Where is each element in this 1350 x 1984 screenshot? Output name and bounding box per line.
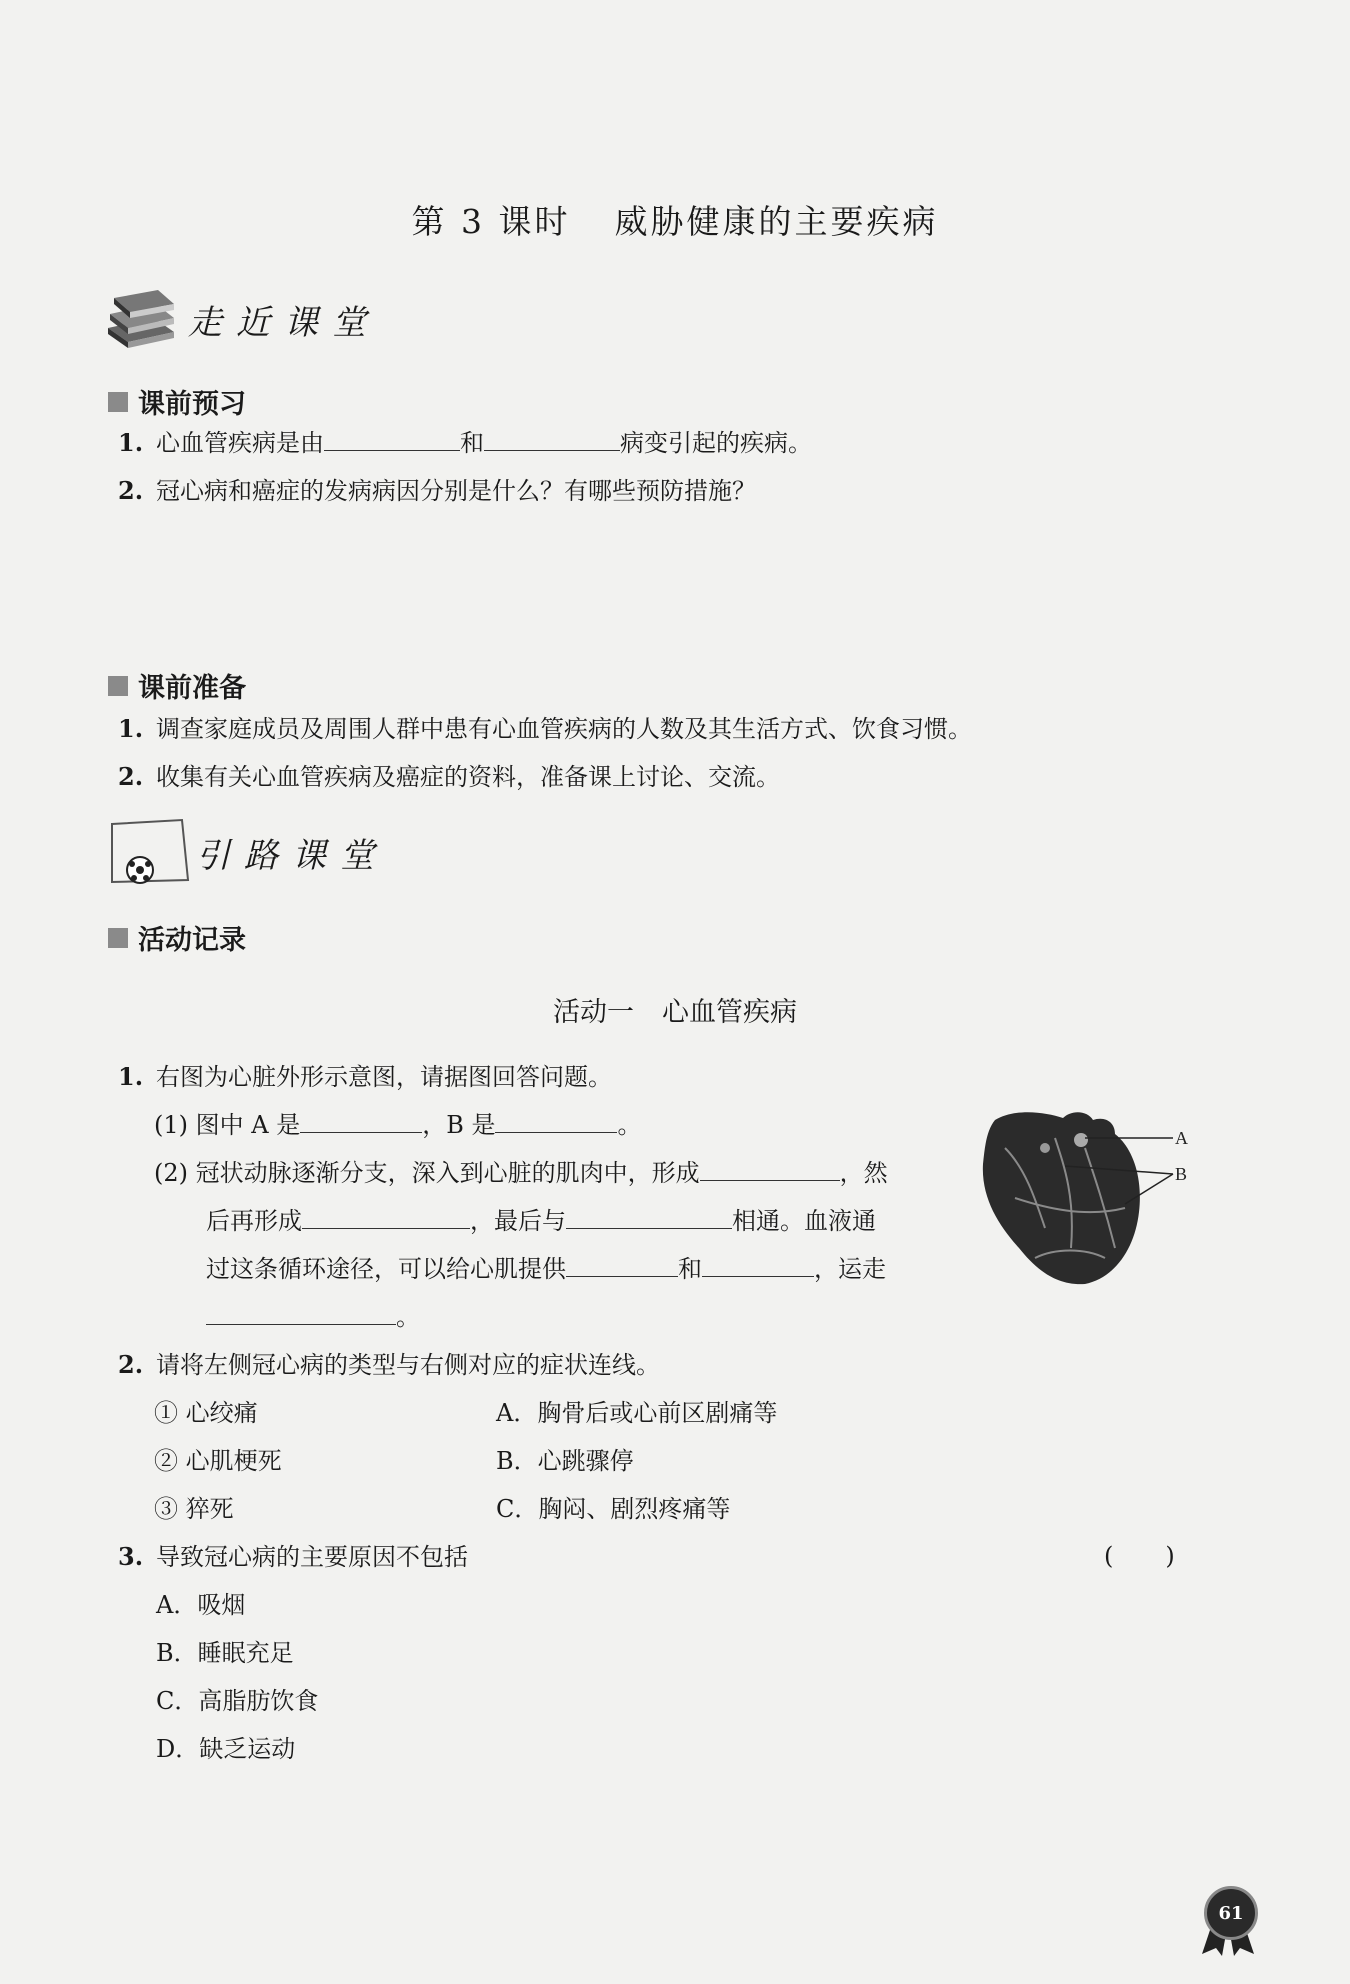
label-b: B (1175, 1164, 1188, 1184)
square-bullet-icon (108, 676, 128, 696)
item-number: 2. (118, 476, 144, 505)
label-a: A (1175, 1128, 1188, 1148)
page-number-badge (1204, 1886, 1258, 1940)
section-heading-text: 课前预习 (138, 389, 246, 420)
q2-left-item-1[interactable]: ① 心绞痛 (154, 1399, 258, 1427)
item-number: 2. (118, 762, 144, 791)
answer-blank[interactable] (484, 428, 620, 451)
item-text: 病变引起的疾病。 (620, 429, 812, 457)
part-text: ，运走 (814, 1255, 886, 1283)
part-text: ，B 是 (422, 1111, 496, 1139)
question-number: 2. (118, 1350, 144, 1379)
answer-blank[interactable] (206, 1302, 396, 1325)
answer-blank[interactable] (300, 1110, 422, 1133)
part-text: 。 (396, 1303, 420, 1331)
preview-item-1 (118, 428, 812, 458)
answer-bracket[interactable] (1104, 1542, 1175, 1570)
q2-left-item-2[interactable]: ② 心肌梗死 (154, 1447, 282, 1475)
lesson-number: 第 3 课时 (411, 202, 571, 241)
q3-option-a[interactable]: A．吸烟 (156, 1591, 246, 1619)
question-number: 1. (118, 1062, 144, 1091)
prep-item-2 (118, 762, 780, 792)
question-text: 右图为心脏外形示意图，请据图回答问题。 (156, 1063, 612, 1091)
banner-label: 走近课堂 (188, 302, 380, 343)
question-text: 请将左侧冠心病的类型与右侧对应的症状连线。 (156, 1351, 660, 1379)
preview-item-2 (118, 476, 756, 506)
question-number: 3. (118, 1542, 144, 1571)
square-bullet-icon (108, 928, 128, 948)
section-heading-text: 课前准备 (138, 673, 246, 704)
part-text: 相通。血液通 (732, 1207, 876, 1235)
activity-label: 活动一 (553, 997, 634, 1028)
answer-blank[interactable] (702, 1254, 814, 1277)
banner-guided-class (108, 818, 388, 886)
bracket-open: ( (1104, 1542, 1114, 1570)
heart-diagram (975, 1108, 1195, 1288)
section-heading-activity-record (108, 918, 246, 957)
question-3 (118, 1542, 468, 1572)
item-text: 收集有关心血管疾病及癌症的资料，准备课上讨论、交流。 (156, 763, 780, 791)
part-text: 。 (617, 1111, 642, 1139)
books-icon (102, 288, 180, 350)
question-text: 导致冠心病的主要原因不包括 (156, 1543, 468, 1571)
part-text: ，然 (839, 1159, 888, 1187)
activity-name: 心血管疾病 (662, 997, 797, 1028)
banner-walk-into-class (102, 288, 380, 350)
q3-option-c[interactable]: C．高脂肪饮食 (156, 1687, 319, 1715)
q2-right-item-c[interactable]: C．胸闷、剧烈疼痛等 (496, 1495, 731, 1523)
q3-option-b[interactable]: B．睡眠充足 (156, 1639, 294, 1667)
section-heading-preparation (108, 666, 246, 705)
lesson-name: 威胁健康的主要疾病 (614, 202, 939, 241)
q1-part-2-line-4 (206, 1302, 420, 1332)
part-text: 后再形成 (206, 1207, 302, 1235)
q2-right-item-a[interactable]: A．胸骨后或心前区剧痛等 (496, 1399, 778, 1427)
q2-right-item-b[interactable]: B．心跳骤停 (496, 1447, 634, 1475)
item-text: 调查家庭成员及周围人群中患有心血管疾病的人数及其生活方式、饮食习惯。 (156, 715, 972, 743)
item-number: 1. (118, 428, 144, 457)
answer-blank[interactable] (302, 1206, 470, 1229)
q1-part-1 (154, 1110, 641, 1140)
square-bullet-icon (108, 392, 128, 412)
item-text: 心血管疾病是由 (156, 429, 324, 457)
section-heading-preview (108, 382, 246, 421)
q1-part-2-line-1 (154, 1158, 888, 1188)
prep-item-1 (118, 714, 972, 744)
answer-blank[interactable] (566, 1254, 678, 1277)
page-title (0, 196, 1350, 243)
part-text: (2) 冠状动脉逐渐分支，深入到心脏的肌肉中，形成 (154, 1159, 700, 1187)
part-text: 和 (678, 1255, 702, 1283)
soccer-goal-icon (108, 818, 192, 886)
part-text: ，最后与 (470, 1207, 566, 1235)
answer-blank[interactable] (495, 1110, 617, 1133)
item-number: 1. (118, 714, 144, 743)
page-number: 61 (1204, 1886, 1258, 1940)
answer-blank[interactable] (324, 428, 460, 451)
item-text: 和 (460, 429, 484, 457)
q1-part-2-line-2 (206, 1206, 876, 1236)
part-text: (1) 图中 A 是 (154, 1111, 301, 1139)
q3-option-d[interactable]: D．缺乏运动 (156, 1735, 296, 1763)
answer-blank[interactable] (566, 1206, 732, 1229)
q1-part-2-line-3 (206, 1254, 886, 1284)
banner-label: 引路课堂 (196, 835, 388, 876)
part-text: 过这条循环途径，可以给心肌提供 (206, 1255, 566, 1283)
question-1 (118, 1062, 612, 1092)
q2-left-item-3[interactable]: ③ 猝死 (154, 1495, 234, 1523)
answer-blank[interactable] (700, 1158, 840, 1181)
section-heading-text: 活动记录 (138, 925, 246, 956)
bracket-close: ) (1165, 1542, 1175, 1570)
activity-title (0, 990, 1350, 1029)
question-2 (118, 1350, 660, 1380)
item-text: 冠心病和癌症的发病病因分别是什么？有哪些预防措施？ (156, 477, 756, 505)
